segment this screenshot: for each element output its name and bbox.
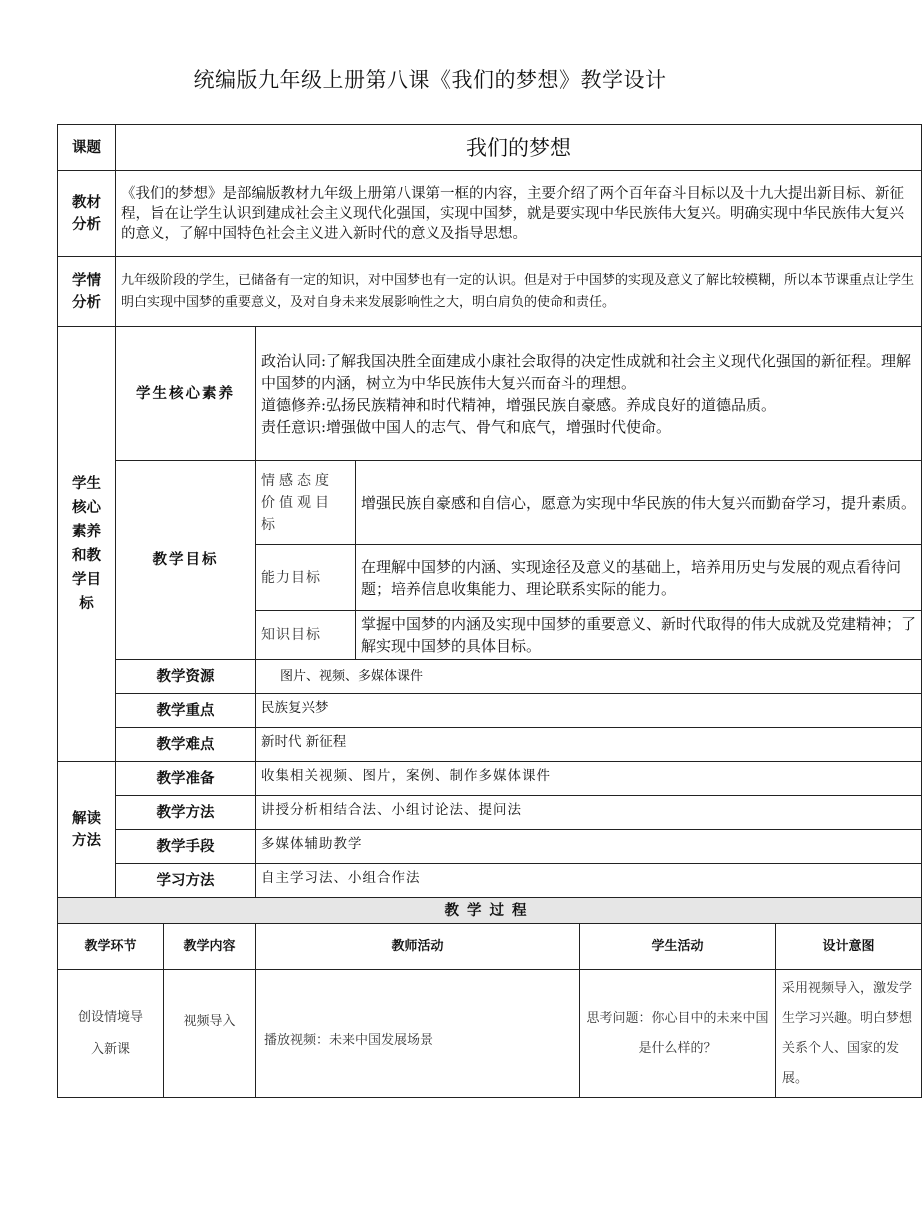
key-value: 民族复兴梦 (256, 694, 922, 728)
literacy-label: 学生核心素养 (116, 327, 256, 461)
goal-name-ability: 能力目标 (256, 545, 356, 611)
process-header-teacher: 教师活动 (256, 924, 580, 970)
process-header-content: 教学内容 (164, 924, 256, 970)
process-content: 视频导入 (164, 970, 256, 1098)
literacy-line-3: 责任意识:增强做中国人的志气、骨气和底气，增强时代使命。 (261, 417, 672, 436)
goal-name-knowledge: 知识目标 (256, 611, 356, 660)
literacy-line-1: 政治认同:了解我国决胜全面建成小康社会取得的决定性成就和社会主义现代化强国的新征程。理解中国梦的内涵，树立为中华民族伟大复兴而奋斗的理想。 (261, 351, 912, 392)
process-header-student: 学生活动 (580, 924, 776, 970)
process-header-stage: 教学环节 (58, 924, 164, 970)
material-text: 《我们的梦想》是部编版教材九年级上册第八课第一框的内容，主要介绍了两个百年奋斗目标以及十九大提出新目标、新征程，旨在让学生认识到建成社会主义现代化强国，实现中国梦，就是要实现中华民族伟大复兴。明确实现中华民族伟大复兴的意义，了解中国特色社会主义进入新时代的意义及指导思想。 (116, 171, 922, 257)
core-group-label: 学生核心素养和教学目标 (58, 327, 116, 762)
method-label-learning: 学习方法 (116, 864, 256, 898)
goal-name-emotion: 情感态度价值观目标 (256, 461, 356, 545)
topic-value: 我们的梦想 (116, 125, 922, 171)
method-value-prep: 收集相关视频、图片，案例、制作多媒体课件 (256, 762, 922, 796)
process-intent: 采用视频导入，激发学生学习兴趣。明白梦想关系个人、国家的发展。 (776, 970, 922, 1098)
process-header-intent: 设计意图 (776, 924, 922, 970)
method-group-label: 解读方法 (58, 762, 116, 898)
method-value-method: 讲授分析相结合法、小组讨论法、提问法 (256, 796, 922, 830)
process-teacher: 播放视频：未来中国发展场景 (256, 970, 580, 1098)
process-title: 教学过程 (58, 898, 922, 924)
learner-label: 学情分析 (58, 257, 116, 327)
method-label-means: 教学手段 (116, 830, 256, 864)
process-stage: 创设情境导入新课 (58, 970, 164, 1098)
difficulty-value: 新时代 新征程 (256, 728, 922, 762)
key-label: 教学重点 (116, 694, 256, 728)
method-label-prep: 教学准备 (116, 762, 256, 796)
method-value-means: 多媒体辅助教学 (256, 830, 922, 864)
method-value-learning: 自主学习法、小组合作法 (256, 864, 922, 898)
resources-value: 图片、视频、多媒体课件 (256, 660, 922, 694)
process-student: 思考问题：你心目中的未来中国是什么样的？ (580, 970, 776, 1098)
difficulty-label: 教学难点 (116, 728, 256, 762)
goal-text-ability: 在理解中国梦的内涵、实现途径及意义的基础上，培养用历史与发展的观点看待问题；培养信息收集能力、理论联系实际的能力。 (356, 545, 922, 611)
material-label: 教材分析 (58, 171, 116, 257)
resources-label: 教学资源 (116, 660, 256, 694)
topic-label: 课题 (58, 125, 116, 171)
goals-label: 教学目标 (116, 461, 256, 660)
lesson-plan-table (57, 124, 922, 1098)
literacy-line-2: 道德修养:弘扬民族精神和时代精神，增强民族自豪感。养成良好的道德品质。 (261, 395, 777, 414)
learner-text: 九年级阶段的学生，已储备有一定的知识，对中国梦也有一定的认识。但是对于中国梦的实现及意义了解比较模糊，所以本节课重点让学生明白实现中国梦的重要意义，及对自身未来发展影响性之大，明白肩负的使命和责任。 (116, 257, 922, 327)
page-title: 统编版九年级上册第八课《我们的梦想》教学设计 (193, 68, 667, 92)
goal-text-knowledge: 掌握中国梦的内涵及实现中国梦的重要意义、新时代取得的伟大成就及党建精神；了解实现中国梦的具体目标。 (356, 611, 922, 660)
method-label-method: 教学方法 (116, 796, 256, 830)
goal-text-emotion: 增强民族自豪感和自信心，愿意为实现中华民族的伟大复兴而勤奋学习，提升素质。 (356, 461, 922, 545)
